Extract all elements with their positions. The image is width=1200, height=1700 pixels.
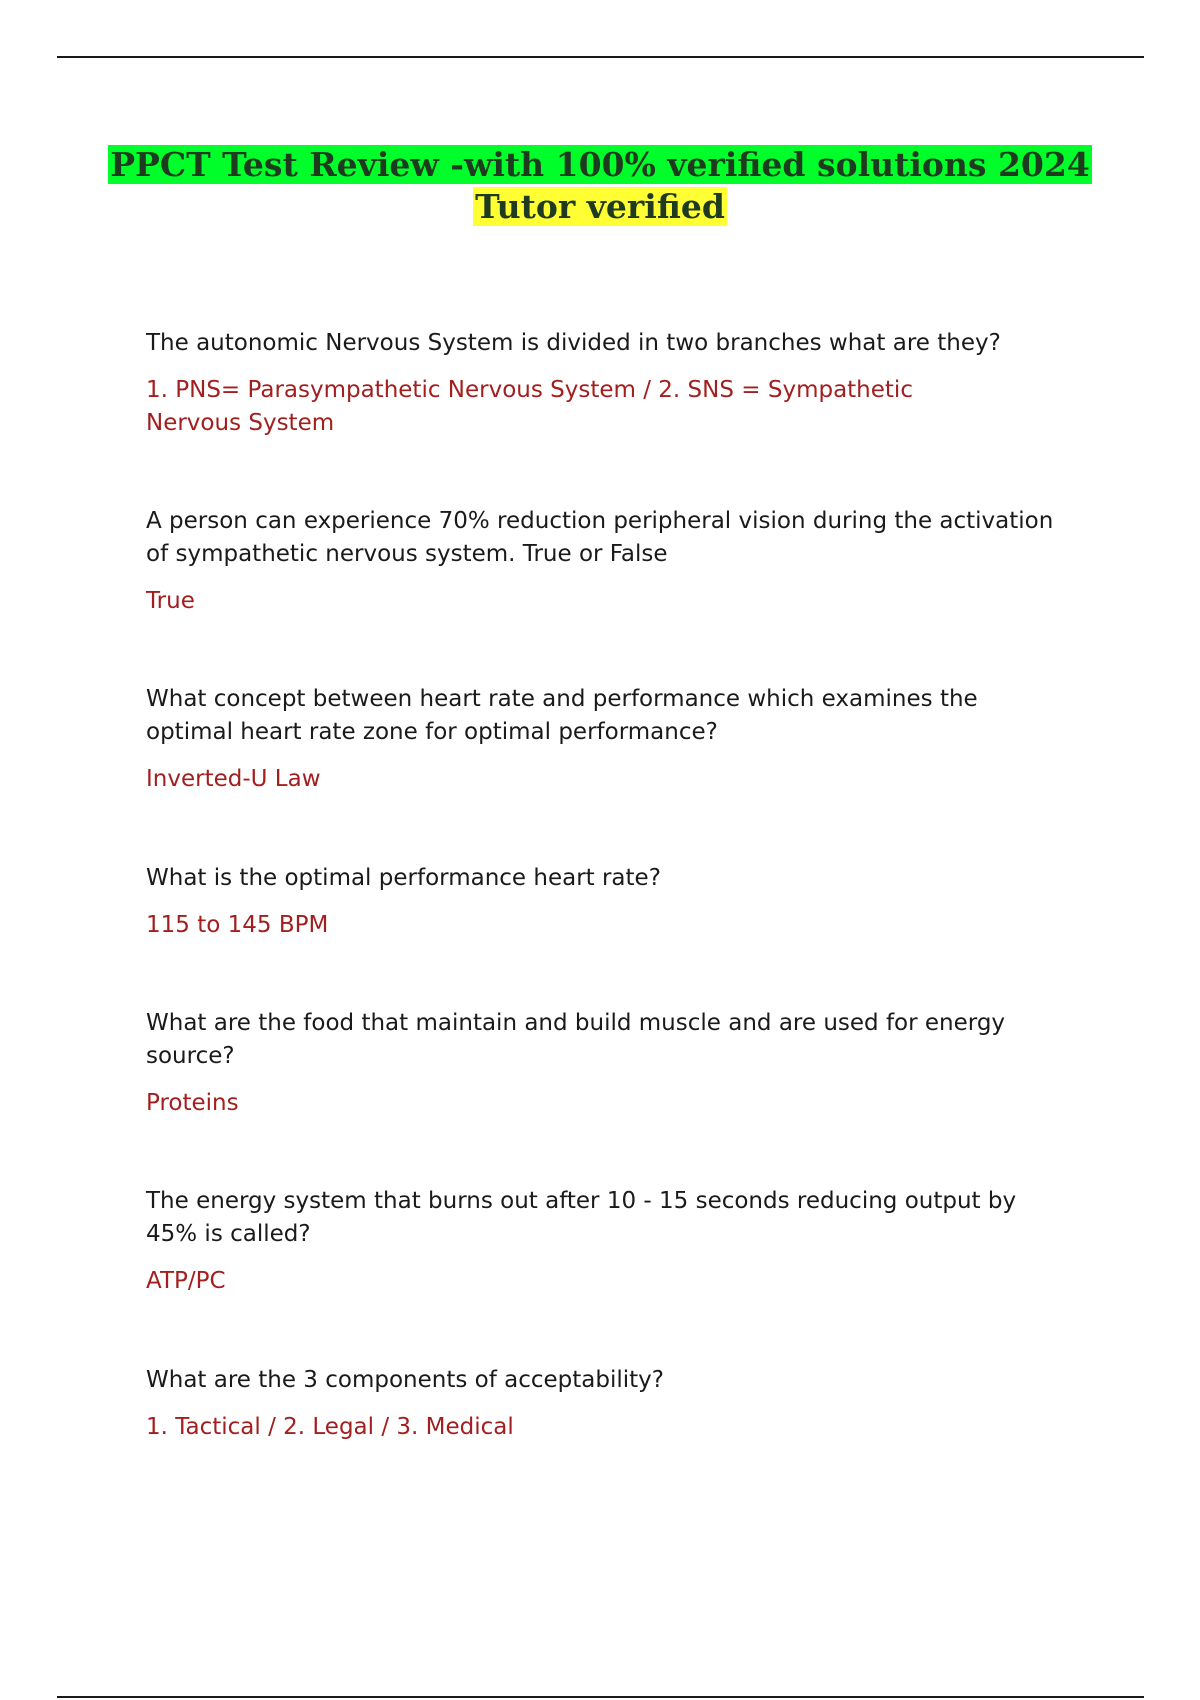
qa-item-2 (146, 505, 1066, 618)
qa-item-5 (146, 1007, 1066, 1120)
question-text: What are the 3 components of acceptability? (146, 1367, 664, 1393)
bottom-divider (57, 1696, 1144, 1698)
answer-text: True (146, 588, 195, 614)
question-text: What are the food that maintain and build muscle and are used for energy source? (146, 1010, 1006, 1069)
question-text: The energy system that burns out after 10 - 15 seconds reducing output by 45% is called? (146, 1188, 1017, 1247)
answer-text: 1. Tactical / 2. Legal / 3. Medical (146, 1414, 514, 1440)
question-text: A person can experience 70% reduction peripheral vision during the activation of sympathetic nervous system. True or False (146, 508, 1054, 567)
title-line-1: PPCT Test Review -with 100% verified solutions 2024 (110, 145, 1090, 184)
qa-item-4 (146, 862, 1066, 942)
qa-item-7 (146, 1364, 1066, 1444)
qa-item-3 (146, 683, 1066, 796)
answer-text: 1. PNS= Parasympathetic Nervous System / 2. SNS = Sympathetic Nervous System (146, 377, 913, 436)
qa-item-6 (146, 1185, 1066, 1298)
question-text: What is the optimal performance heart rate? (146, 865, 661, 891)
qa-item-1 (146, 327, 1066, 440)
answer-text: Inverted-U Law (146, 766, 321, 792)
question-text: What concept between heart rate and performance which examines the optimal heart rate zone for optimal performance? (146, 686, 978, 745)
answer-text: 115 to 145 BPM (146, 912, 329, 938)
title-line-2: Tutor verified (475, 187, 725, 226)
question-text: The autonomic Nervous System is divided in two branches what are they? (146, 330, 1001, 356)
answer-text: ATP/PC (146, 1268, 226, 1294)
answer-text: Proteins (146, 1090, 239, 1116)
